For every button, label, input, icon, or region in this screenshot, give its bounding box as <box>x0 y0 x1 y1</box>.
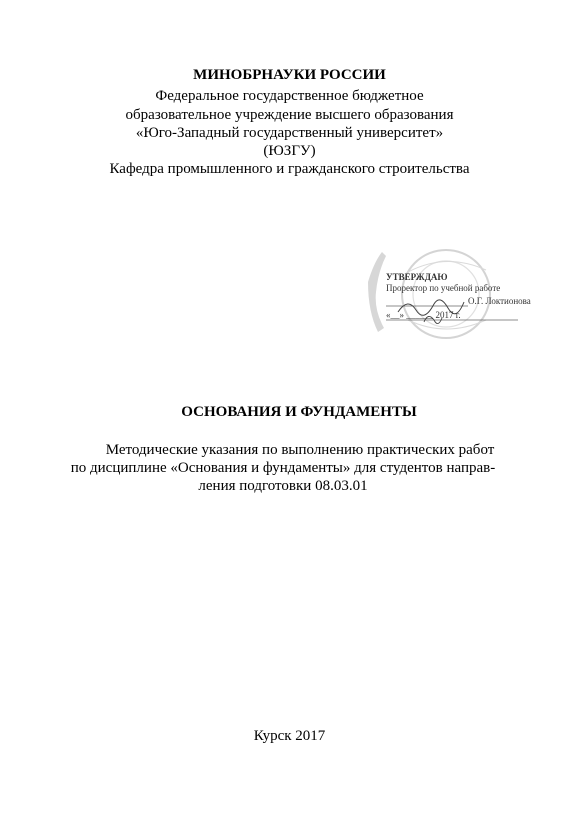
institution-type-line1: Федеральное государственное бюджетное <box>155 88 424 104</box>
approval-stamp-block <box>368 242 548 357</box>
university-abbreviation: (ЮЗГУ) <box>263 143 316 159</box>
university-name: «Юго-Западный государственный университет» <box>135 125 444 141</box>
approval-date: «__» ______ 2017 г. <box>386 310 461 320</box>
institution-type-line2: образовательное учреждение высшего образования <box>125 107 454 123</box>
approver-position: Проректор по учебной работе <box>386 283 501 293</box>
department-name: Кафедра промышленного и гражданского строительства <box>109 161 470 177</box>
city-and-year: Курск 2017 <box>253 728 326 744</box>
approver-name: О.Г. Локтионова <box>468 296 531 306</box>
ministry-name: МИНОБРНАУКИ РОССИИ <box>193 67 386 83</box>
description-line-2: по дисциплине «Основания и фундаменты» для студентов направ- <box>70 460 496 476</box>
description-line-3: ления подготовки 08.03.01 <box>198 478 368 494</box>
description-line-1: Методические указания по выполнению практических работ <box>105 442 495 458</box>
approval-heading: УТВЕРЖДАЮ <box>386 272 448 282</box>
document-title: ОСНОВАНИЯ И ФУНДАМЕНТЫ <box>181 404 417 420</box>
